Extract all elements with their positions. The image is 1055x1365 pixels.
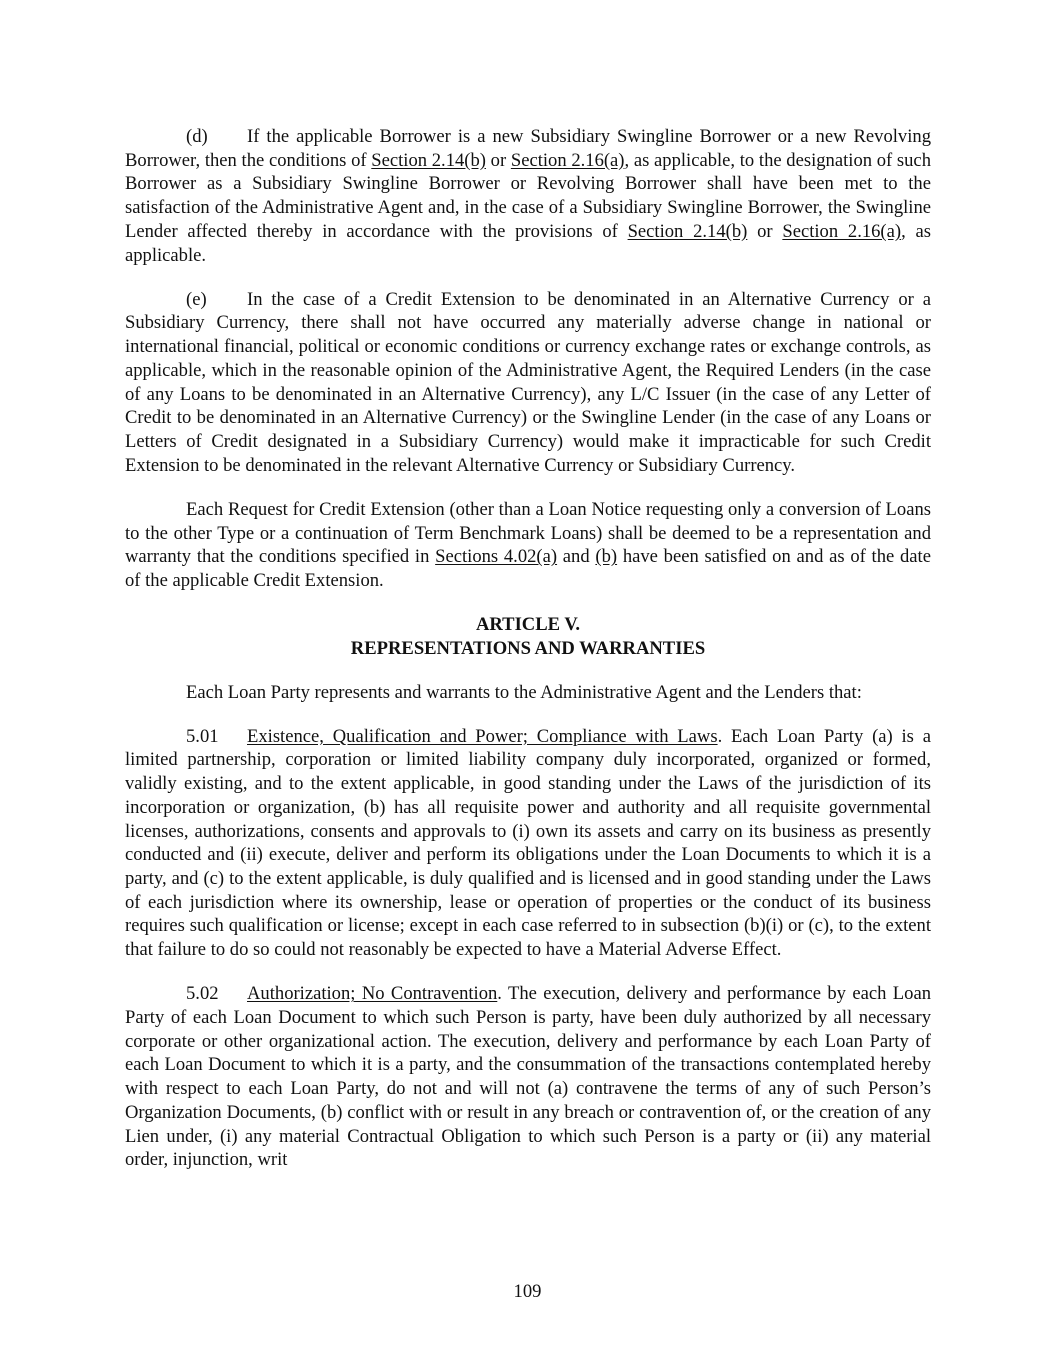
document-page xyxy=(125,125,931,1192)
section-reference: Section 2.14(b) xyxy=(371,149,486,171)
section-reference: (b) xyxy=(595,546,618,568)
section-reference: Section 2.16(a) xyxy=(782,220,902,242)
article-heading xyxy=(125,613,931,660)
section-5-01: 5.01 Existence, Qualification and Power; Compliance with Laws. Each Loan Party (a) is a limited partnership, corporation or limited liability company duly incorporated, organized or formed, validly existing, and to the extent applicable, in good standing under the Laws of the jurisdiction of its incorporation or organization, (b) has all requisite power and authority and all requisite governmental licenses, authorizations, consents and approvals to (i) own its assets and carry on its business as presently conducted and (ii) execute, deliver and perform its obligations under the Loan Documents to which it is a party, and (c) to the extent applicable, is duly qualified and is licensed and in good standing under the Laws of each jurisdiction where its ownership, lease or operation of properties or the conduct of its business requires such qualification or license; except in each case referred to in subsection (b)(i) or (c), to the extent that failure to do so could not reasonably be expected to have a Material Adverse Effect. xyxy=(125,725,931,961)
page-number: 109 xyxy=(513,1281,542,1302)
paragraph-intro: Each Loan Party represents and warrants to the Administrative Agent and the Lenders that: xyxy=(186,681,862,703)
article-title: REPRESENTATIONS AND WARRANTIES xyxy=(350,637,706,659)
section-heading: Existence, Qualification and Power; Compliance with Laws xyxy=(247,725,718,747)
paragraph-label: (d) xyxy=(186,126,208,147)
paragraph-d: (d) If the applicable Borrower is a new Subsidiary Swingline Borrower or a new Revolving Borrower, then the conditions of Section 2.14(b) or Section 2.16(a), as applicable, to the designation of such Borrower as a Subsidiary Swingline Borrower or Revolving Borrower shall have been met to the satisfaction of the Administrative Agent and, in the case of a Subsidiary Swingline Borrower, the Swingline Lender affected thereby in accordance with the provisions of Section 2.14(b) or Section 2.16(a), as applicable. xyxy=(125,126,931,266)
section-5-02: 5.02 Authorization; No Contravention. The execution, delivery and performance by each Loan Party of each Loan Document to which such Person is party, have been duly authorized by all necessary corporate or other organizational action. The execution, delivery and performance by each Loan Party of each Loan Document to which it is a party, and the consummation of the transactions contemplated hereby with respect to each Loan Party, do not and will not (a) contravene the terms of any of such Person’s Organization Documents, (b) conflict with or result in any breach or contravention of, or the creation of any Lien under, (i) any material Contractual Obligation to which such Person is a party or (ii) any material order, injunction, writ xyxy=(125,983,931,1171)
paragraph-label: (e) xyxy=(186,288,207,310)
section-reference: Section 2.14(b) xyxy=(627,220,748,242)
section-number: 5.02 xyxy=(186,983,219,1005)
paragraph-e: (e) In the case of a Credit Extension to be denominated in an Alternative Currency or a Subsidiary Currency, there shall not have occurred any materially adverse change in national or international financial, political or economic conditions or currency exchange rates or exchange controls, as applicable, which in the reasonable opinion of the Administrative Agent, the Required Lenders (in the case of any Loans to be denominated in an Alternative Currency), any L/C Issuer (in the case of any Letter of Credit to be denominated in an Alternative Currency) or the Swingline Lender (in the case of any Loans or Letters of Credit designated in a Subsidiary Currency) would make it impracticable for such Credit Extension to be denominated in the relevant Alternative Currency or Subsidiary Currency. xyxy=(125,288,931,476)
article-number: ARTICLE V. xyxy=(475,614,581,636)
section-heading: Authorization; No Contravention xyxy=(247,983,498,1005)
section-reference: Sections 4.02(a) xyxy=(435,546,558,568)
paragraph-credit-extension-request: Each Request for Credit Extension (other than a Loan Notice requesting only a conversion of Loans to the other Type or a continuation of Term Benchmark Loans) shall be deemed to be a representation and warranty that the conditions specified in Sections 4.02(a) and (b) have been satisfied on and as of the date of the applicable Credit Extension. xyxy=(125,498,931,591)
section-number: 5.01 xyxy=(186,725,219,747)
section-reference: Section 2.16(a) xyxy=(510,149,625,171)
